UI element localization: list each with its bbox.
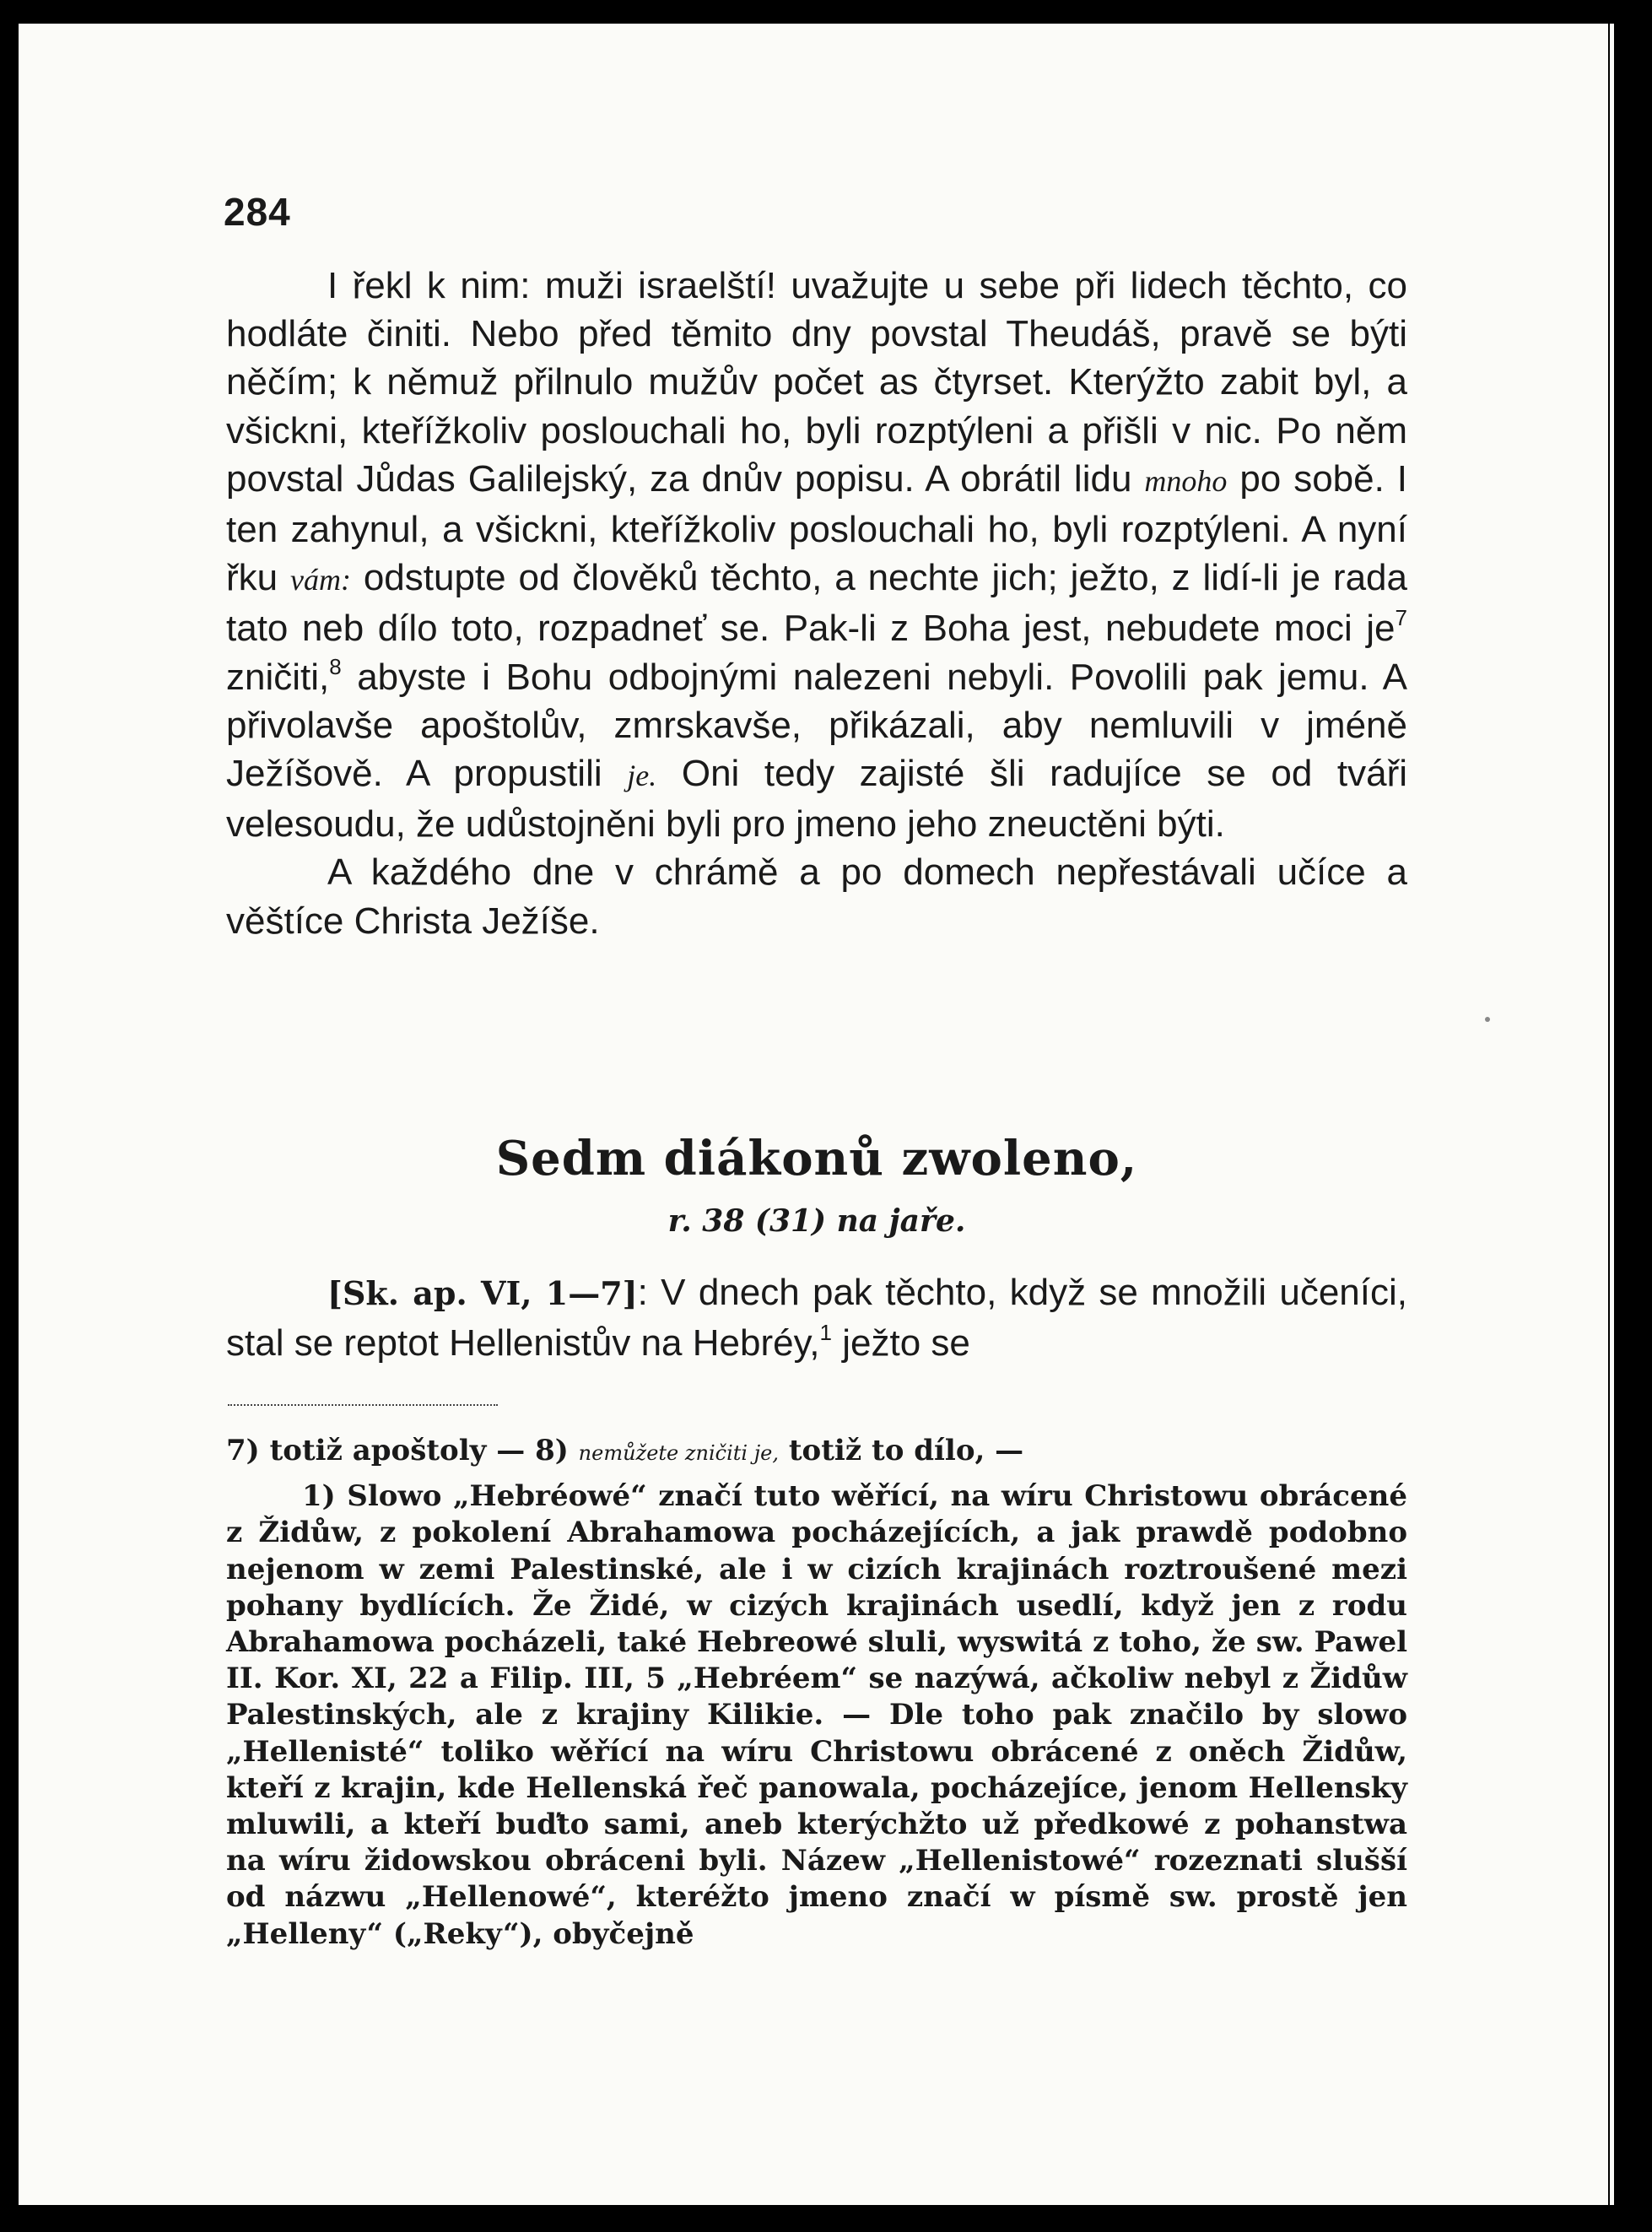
footnote-divider [228, 1404, 498, 1406]
scripture-reference: [Sk. ap. VI, 1—7] [327, 1274, 638, 1312]
p1-part-c: odstupte od člověků těchto, a nechte jich; ježto, z lidí-li je rada tato neb dílo toto, rozpadneť se. Pak-li z Boha jest, nebudete moci je [226, 557, 1407, 650]
italic-mnoho: mnoho [1144, 463, 1228, 498]
footnote-7-text: 7) totiž apoštoly — 8) [226, 1434, 569, 1467]
section-part-2: ježto se [842, 1322, 970, 1364]
footnote-mark-8: 8 [329, 653, 342, 679]
p1-part-f: Oni tedy zajisté šli radujíce se od tváři velesoudu, že udůstojněni byli pro jmeno jeho zneuctěni býti. [226, 753, 1408, 846]
paragraph-1 [226, 262, 1407, 848]
paragraph-2: A každého dne v chrámě a po domech nepřestávali učíce a věštíce Christa Ježíše. [226, 851, 1407, 942]
p1-part-a: I řekl k nim: muži israelští! uvažujte u sebe při lidech těchto, co hodláte činiti. Nebo před těmito dny povstal Theudáš, pravě se býti něčím; k němuž přilnulo mužův počet as čtyrset. Kterýžto zabit byl, a všickni, kteřížkoliv poslouchali ho, byli rozptýleni a přišli v nic. Po něm povstal Jůdas Galilejský, za dnův popisu. A obrátil lidu [226, 265, 1407, 500]
main-text [226, 262, 1407, 945]
p1-part-b: po sobě. I ten zahynul, a všickni, kteřížkoliv poslouchali ho, byli rozptýleni. A nyní řku [226, 457, 1408, 599]
p1-part-d: zničiti, [226, 656, 330, 698]
footnote-mark-1: 1 [819, 1320, 832, 1345]
footnote-8-quote: nemůžete zničiti je, [578, 1441, 779, 1465]
section-text [226, 1267, 1407, 1368]
page-number: 284 [224, 190, 291, 234]
footnote-mark-7: 7 [1395, 605, 1407, 631]
section-paragraph [226, 1267, 1407, 1368]
footnotes [226, 1433, 1407, 1953]
italic-vam: vám: [289, 563, 351, 597]
margin-speck [1485, 1017, 1490, 1022]
heading-title: Sedm diákonů zwoleno, [495, 1131, 1138, 1186]
section-part-1: : V dnech pak těchto, když se množili učeníci, stal se reptot Hellenistův na Hebréy, [226, 1272, 1407, 1364]
section-heading [226, 1131, 1407, 1239]
footnote-8-text: totiž to dílo, — [788, 1434, 1024, 1467]
heading-subtitle: r. 38 (31) na jaře. [667, 1203, 966, 1239]
footnote-1: 1) Slowo „Hebréowé“ značí tuto wěřící, na wíru Christowu obrácené z Židůw, z pokolení Abrahamowa pocházejících, a jak prawdě podobno nejenom w zemi Palestinské, ale i w cizích krajinách roztroušené mezi pohany bydlících. Že Židé, w cizých krajinách usedlí, když jen z rodu Abrahamowa pocházeli, také Hebreowé sluli, wyswitá z toho, že sw. Pawel II. Kor. XI, 22 a Filip. III, 5 „Hebréem“ se nazýwá, ačkoliw nebyl z Židůw Palestinských, ale z krajiny Kilikie. — Dle toho pak značilo by slowo „Hellenisté“ toliko wěřící na wíru Christowu obrácené z oněch Židůw, kteří z krajin, kde Hellenská řeč panowala, pocházejíce, jenom Hellensky mluwili, a kteří buďto sami, aneb kterýchžto už předkowé z pohanstwa na wíru židowskou obráceni byli. Názew „Hellenistowé“ rozeznati slušší od názwu „Hellenowé“, kteréžto jmeno značí w písmě sw. prostě jen „Helleny“ („Reky“), obyčejně [226, 1479, 1407, 1951]
p1-part-e: abyste i Bohu odbojnými nalezeni nebyli. Povolili pak jemu. A přivolavše apoštolův, zmrskavše, přikázali, aby nemluvili v jméně Ježíšově. A propustili [226, 656, 1407, 795]
page-edge [1610, 24, 1614, 2205]
footnote-7-8 [226, 1433, 1407, 1472]
italic-je: je. [627, 759, 657, 793]
